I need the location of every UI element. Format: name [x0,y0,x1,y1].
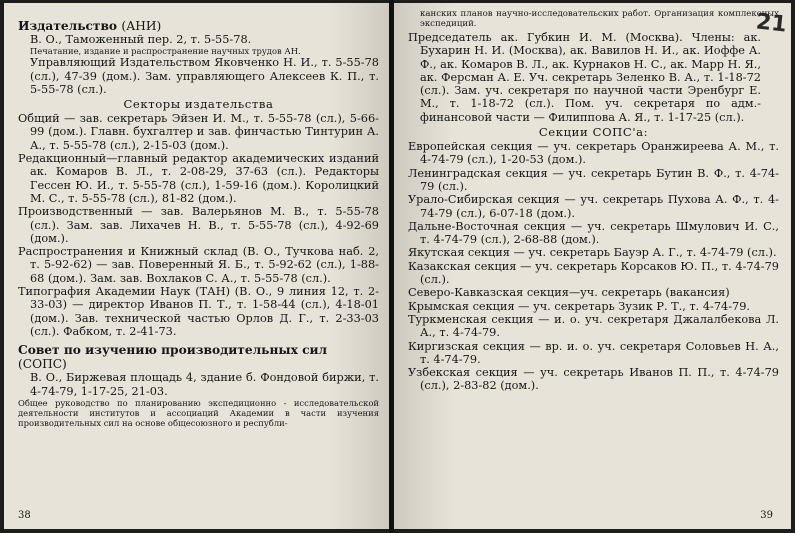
section-item-kirghiz: Киргизская секция — вр. и. о. уч. секретаря Соловьев Н. А., т. 4-74-79. [408,339,779,366]
publisher-note: Печатание, издание и распространение научных трудов АН. [30,46,301,57]
sector-item-general: Общий — зав. секретарь Эйзен И. М., т. 5-55-78 (сл.), 5-66-99 (дом.). Главн. бухгалтер и зав. финчастью Тинтурин А. А., т. 5-55-78 (сл.), 2-15-03 (дом.). [18,112,379,152]
council-chair: Председатель ак. Губкин И. М. (Москва). Члены: ак. Бухарин Н. И. (Москва), ак. Вавилов Н. И., ак. Иоффе А. Ф., ак. Комаров В. Л., ак. Курнаков Н. С., ак. Марр Н. Я., ак. Ферсман А. Е. Уч. секретарь Зеленко В. А., т. 1-18-72 (сл.). Зам. уч. секретаря по научной части Эренбург Е. М., т. 1-18-72 (сл.). Пом. уч. секретаря по адм.-финансовой части — Филиппова А. Я., т. 1-17-25 (сл.). [408,31,761,124]
publisher-sectors-list [18,112,379,338]
council-sections-list [408,140,779,393]
sector-item-distribution: Распространения и Книжный склад (В. О., Тучкова наб. 2, т. 5-92-62) — зав. Поверенный Я. Б., т. 5-92-62 (сл.), 1-88-68 (дом.). Зам. зав. Вохлаков С. А., т. 5-55-78 (сл.). [18,245,379,285]
handwritten-page-mark: 21 [755,9,789,38]
council-address: В. О., Биржевая площадь 4, здание б. Фондовой биржи, т. 4-74-79, 1-17-25, 21-03. [30,371,379,398]
sector-item-production: Производственный — зав. Валерьянов М. В., т. 5-55-78 (сл.). Зам. зав. Лихачев Н. В., т. 5-55-78 (сл.), 4-92-69 (дом.). [18,205,379,245]
right-page [394,3,791,529]
section-item-yakut: Якутская секция — уч. секретарь Бауэр А. Г., т. 4-74-79 (сл.). [408,246,777,260]
section-item-leningrad: Ленинградская секция — уч. секретарь Бутин В. Ф., т. 4-74-79 (сл.). [408,166,779,193]
left-page-number: 38 [18,510,31,521]
sector-item-editorial: Редакционный—главный редактор академических изданий ак. Комаров В. Л., т. 2-08-29, 37-63 (сл.). Редакторы Гессен Ю. И., т. 5-55-78 (сл.), 1-59-16 (дом.). Королицкий М. С., т. 5-55-78 (сл.), 81-82 (дом.). [18,152,379,205]
left-page [4,3,389,529]
council-heading [18,343,379,371]
section-item-north-caucasian: Северо-Кавказская секция—уч. секретарь (вакансия) [408,286,730,300]
council-heading-title: Совет по изучению производительных сил [18,343,328,358]
section-item-far-eastern: Дальне-Восточная секция — уч. секретарь Шмулович И. С., т. 4-74-79 (сл.), 2-68-88 (дом.). [408,219,779,247]
publisher-heading [18,19,379,33]
publisher-sectors-title: Секторы издательства [123,97,274,112]
section-item-turkmen: Туркменская секция — и. о. уч. секретаря Джалалбекова Л. А., т. 4-74-79. [408,312,779,340]
publisher-manager: Управляющий Издательством Яковченко Н. И., т. 5-55-78 (сл.), 47-39 (дом.). Зам. управляющего Алексеев К. П., т. 5-55-78 (сл.). [30,56,379,96]
council-note: Общее руководство по планированию экспедиционно - исследовательской деятельности институтов и ассоциаций Академии в части изучения производительных сил на основе общесоюзного и республи- [18,397,379,428]
publisher-address: В. О., Таможенный пер. 2, т. 5-55-78. [30,33,252,46]
sector-item-printing-house: Типография Академии Наук (ТАН) (В. О., 9 линия 12, т. 2-33-03) — директор Иванов П. Т., т. 1-58-44 (сл.), 4-18-01 (дом.). Зав. технической частью Орлов Д. Г., т. 2-33-03 (сл.). Фабком, т. 2-41-73. [18,285,379,338]
section-item-ural-siberian: Урало-Сибирская секция — уч. секретарь Пухова А. Ф., т. 4-74-79 (сл.), 6-07-18 (дом.). [408,193,779,220]
section-item-crimean: Крымская секция — уч. секретарь Зузик Р. Т., т. 4-74-79. [408,299,751,313]
section-item-european: Европейская секция — уч. секретарь Оранжиреева А. М., т. 4-74-79 (сл.), 1-20-53 (дом.). [408,140,779,167]
section-item-kazakh: Казакская секция — уч. секретарь Корсаков Ю. П., т. 4-74-79 (сл.). [408,259,779,287]
council-heading-abbr: (СОПС) [18,357,67,372]
right-page-number: 39 [760,510,773,521]
publisher-heading-abbr: (АНИ) [121,19,162,33]
publisher-heading-title: Издательство [18,19,118,33]
section-item-uzbek: Узбекская секция — уч. секретарь Иванов П. П., т. 4-74-79 (сл.), 2-83-82 (дом.). [408,366,779,393]
council-note-continued: канских планов научно-исследовательских работ. Организация комплексных экспедиций. [420,9,779,29]
council-sections-title: Секции СОПС'а: [538,125,649,140]
